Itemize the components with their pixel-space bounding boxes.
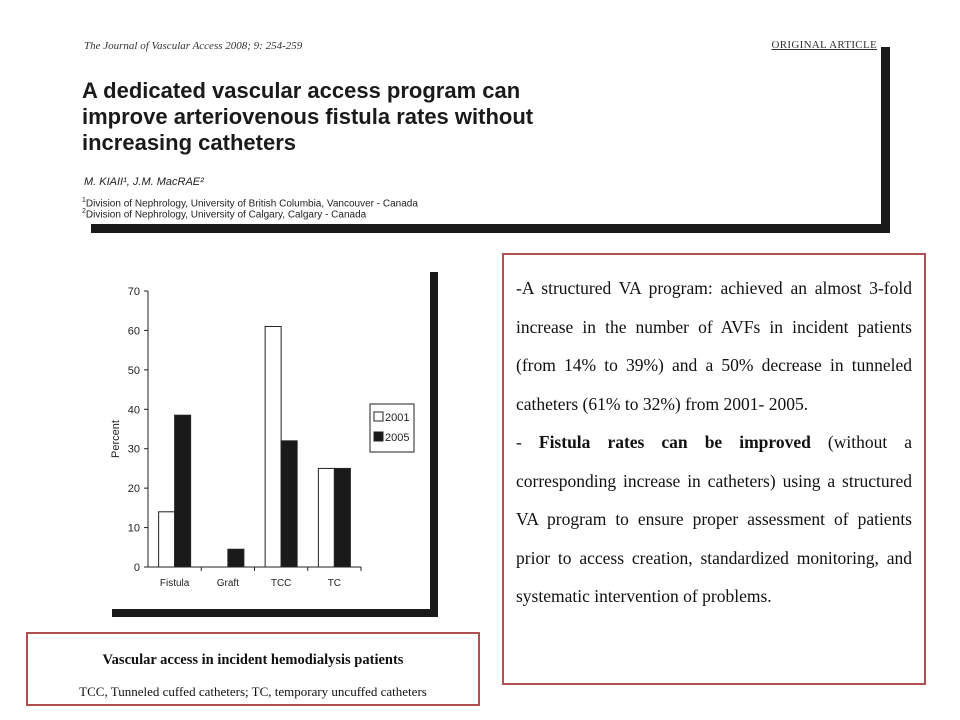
summary-paragraph-2 <box>516 423 912 616</box>
bar-fistula-2001 <box>159 512 175 567</box>
x-category-label: Graft <box>216 578 239 589</box>
affiliation-2-text: Division of Nephrology, University of Calgary, Calgary - Canada <box>85 209 367 221</box>
affiliation-1-text: Division of Nephrology, University of British Columbia, Vancouver - Canada <box>85 198 418 210</box>
legend-label-2005: 2005 <box>385 432 410 444</box>
bar-fistula-2005 <box>175 415 191 567</box>
summary-p2-emphasis: Fistula rates can be improved <box>538 432 811 452</box>
affiliation-2 <box>82 208 366 220</box>
x-category-label: TCC <box>270 578 292 589</box>
legend-swatch-2001 <box>374 412 383 421</box>
paper-title-line-2: improve arteriovenous fistula rates without <box>82 104 534 129</box>
y-tick-label: 0 <box>133 562 140 574</box>
bar-tc-2005 <box>334 468 350 567</box>
y-tick-label: 50 <box>127 364 140 377</box>
paper-title <box>82 78 822 156</box>
x-category-label: Fistula <box>159 578 190 589</box>
summary-p2-rest: (without a corresponding increase in catheters) using a structured VA program to ensure proper assessment of patients prior to access creation, standardized monitoring, and systematic intervention of problems. <box>516 432 912 606</box>
legend-swatch-2005 <box>374 432 383 441</box>
y-axis-label: Percent <box>110 420 122 458</box>
y-tick-label: 70 <box>127 286 140 298</box>
chart-caption-box <box>26 632 480 706</box>
legend-label-2001: 2001 <box>385 412 410 424</box>
y-tick-label: 20 <box>127 483 140 496</box>
summary-paragraph-1: -A structured VA program: achieved an almost 3-fold increase in the number of AVFs in incident patients (from 14% to 39%) and a 50% decrease in tunneled catheters (61% to 32%) from 2001- 2005. <box>516 278 912 414</box>
journal-citation: The Journal of Vascular Access 2008; 9: 254-259 <box>84 40 303 52</box>
bar-graft-2005 <box>228 549 244 567</box>
x-category-label: TC <box>327 578 342 589</box>
paper-header <box>82 38 881 224</box>
y-tick-label: 10 <box>127 522 140 535</box>
affiliation-2-number: 2 <box>82 208 86 215</box>
chart-caption-subtitle: TCC, Tunneled cuffed catheters; TC, temporary uncuffed catheters <box>79 684 427 699</box>
bar-tcc-2001 <box>265 326 281 567</box>
summary-p2-prefix: - <box>516 432 539 452</box>
paper-title-line-1: A dedicated vascular access program can <box>82 78 521 103</box>
y-tick-label: 60 <box>127 325 140 338</box>
chart-caption-title: Vascular access in incident hemodialysis patients <box>102 652 404 668</box>
article-type-label: ORIGINAL ARTICLE <box>771 39 877 51</box>
paper-authors: M. KIAII¹, J.M. MacRAE² <box>84 176 204 188</box>
bar-chart-card <box>104 264 430 609</box>
y-tick-label: 30 <box>127 443 140 456</box>
bar-tc-2001 <box>318 468 334 567</box>
paper-title-line-3: increasing catheters <box>82 130 296 155</box>
y-tick-label: 40 <box>127 404 140 417</box>
affiliation-1-number: 1 <box>82 197 86 204</box>
bar-tcc-2005 <box>281 441 297 567</box>
bar-chart <box>104 264 430 609</box>
summary-box <box>502 253 926 685</box>
